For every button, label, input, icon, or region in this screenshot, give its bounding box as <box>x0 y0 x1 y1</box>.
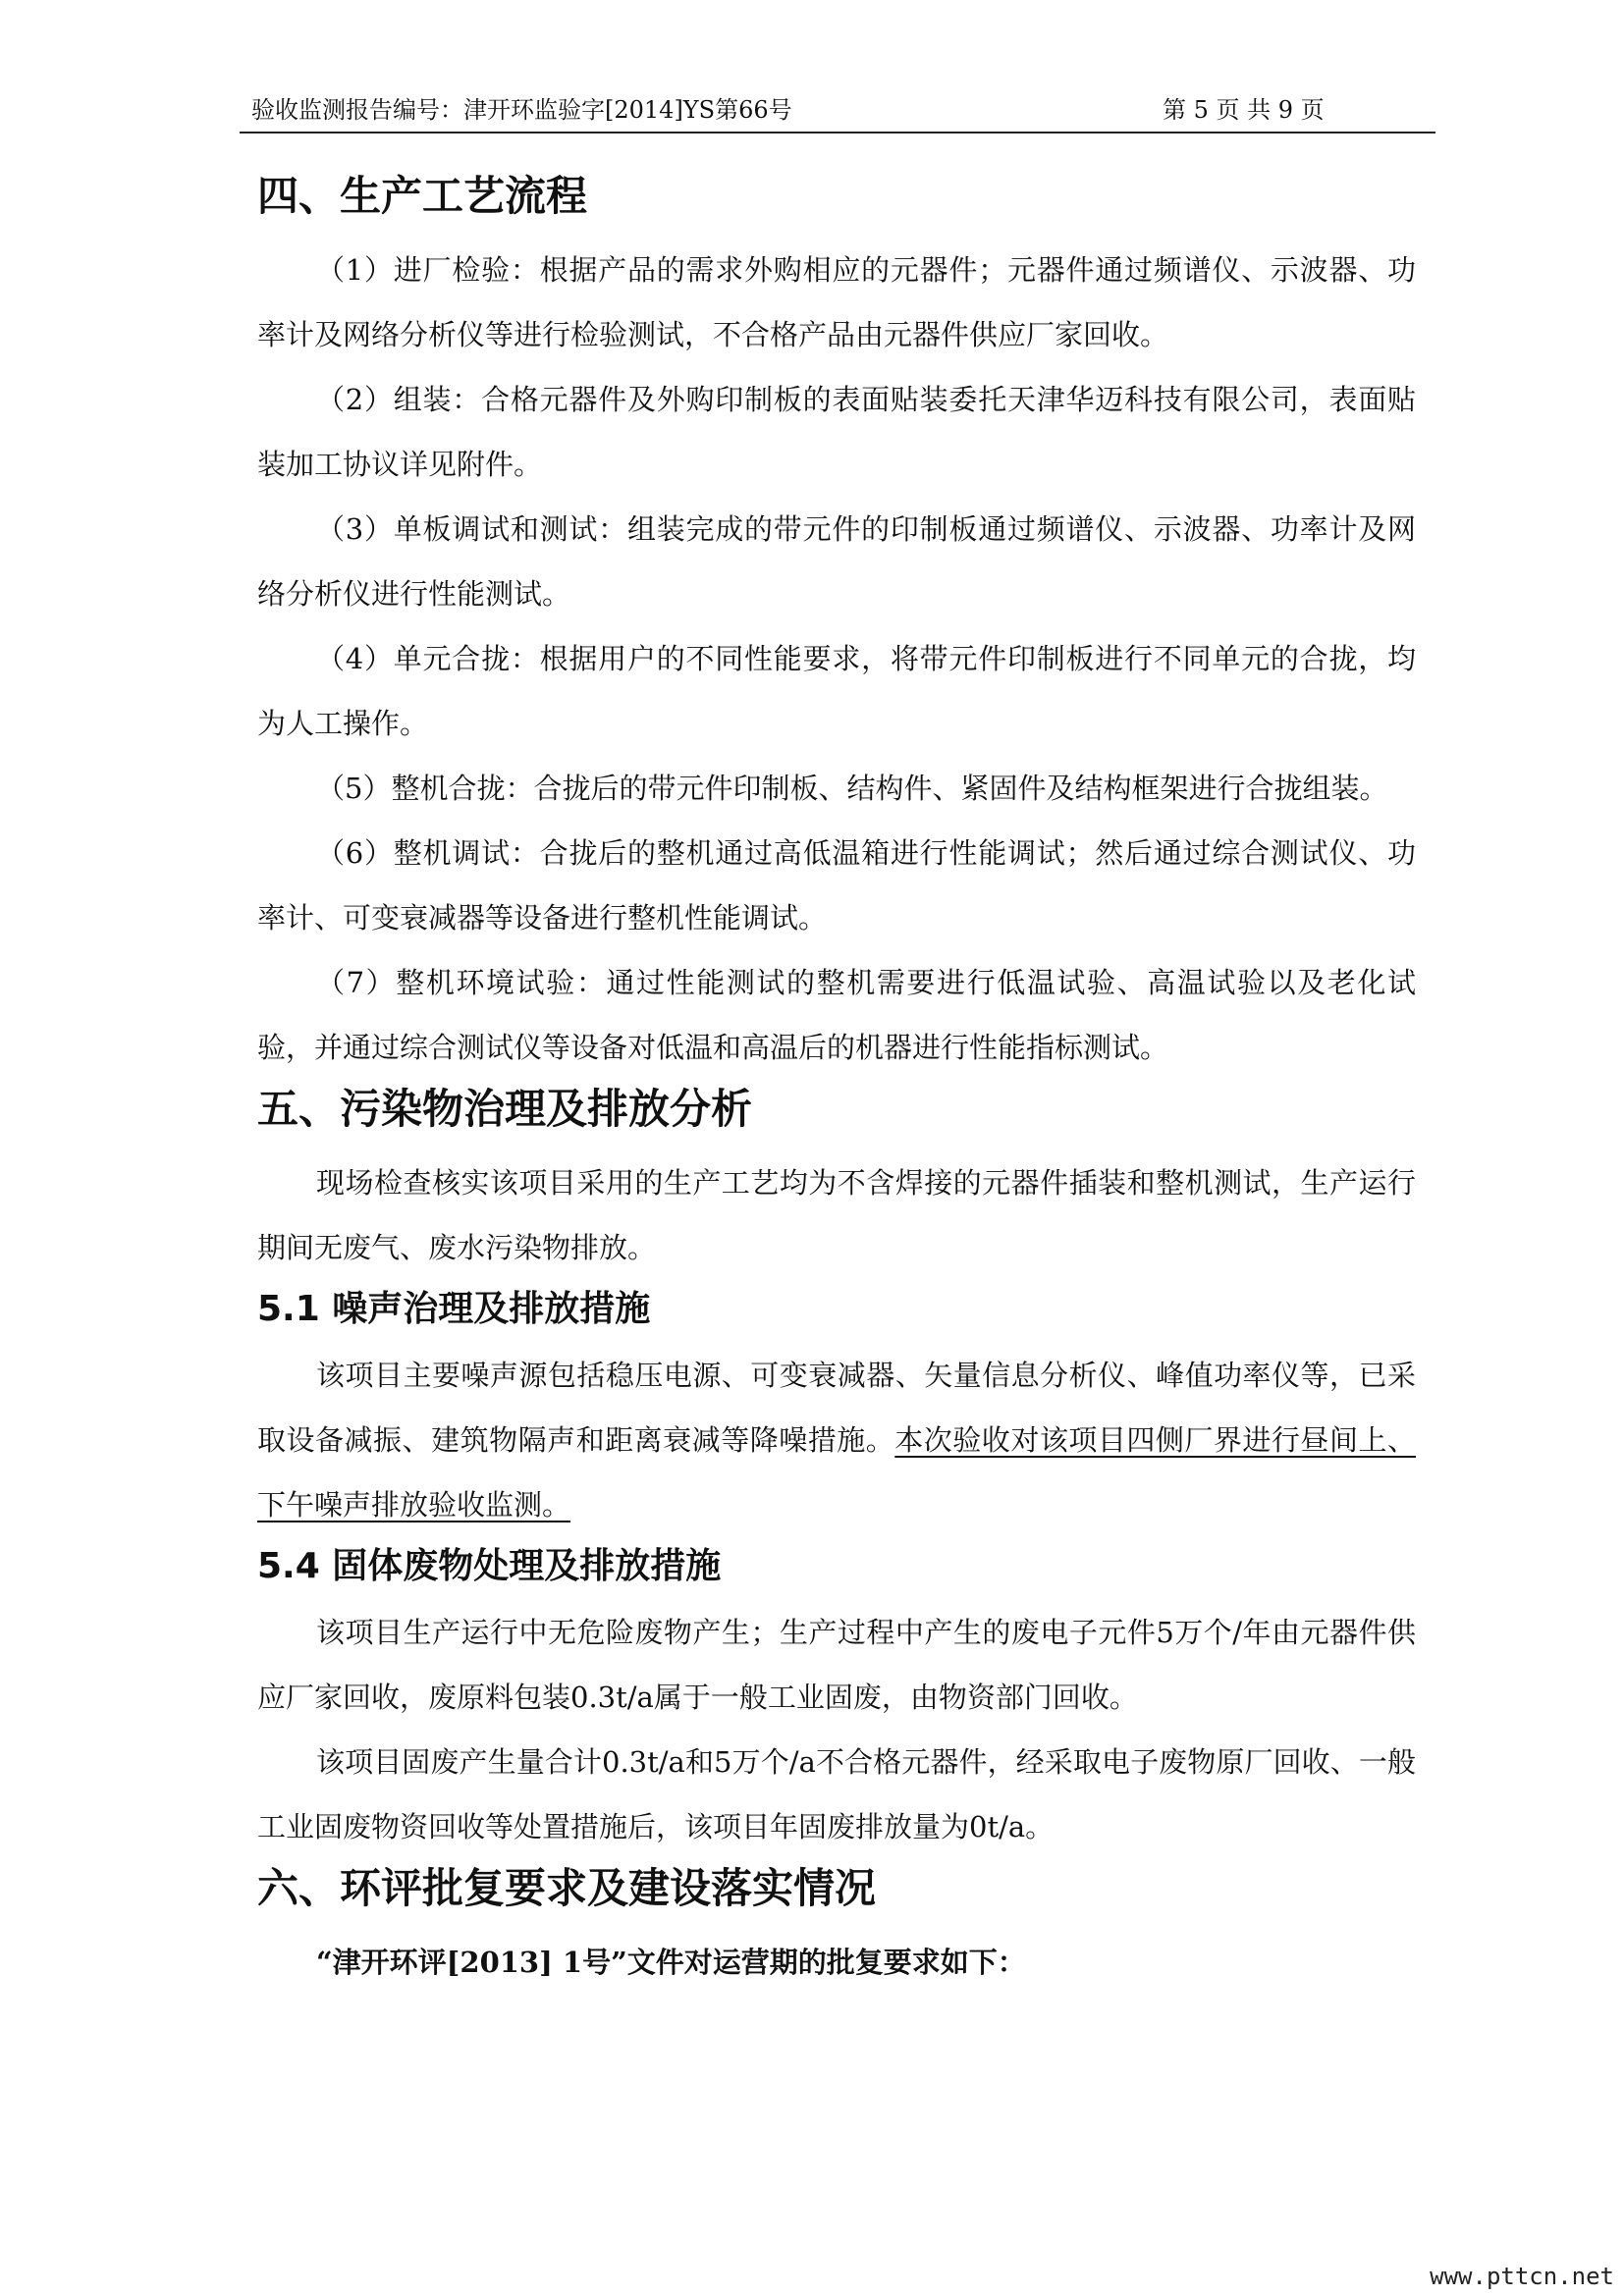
s4-para-4: （4）单元合拢：根据用户的不同性能要求，将带元件印制板进行不同单元的合拢，均为人工操作。 <box>257 642 1416 740</box>
s51-para <box>257 1343 1416 1537</box>
s4-para-1: （1）进厂检验：根据产品的需求外购相应的元器件；元器件通过频谱仪、示波器、功率计及网络分析仪等进行检验测试，不合格产品由元器件供应厂家回收。 <box>257 253 1416 351</box>
section-5-title: 五、污染物治理及排放分析 <box>257 1085 753 1133</box>
s4-para-7: （7）整机环境试验：通过性能测试的整机需要进行低温试验、高温试验以及老化试验，并通过综合测试仪等设备对低温和高温后的机器进行性能指标测试。 <box>257 966 1416 1064</box>
s51-underlined-text: 本次验收对该项目四侧厂界进行昼间上、下午噪声排放验收监测。 <box>257 1423 1416 1522</box>
report-number: 验收监测报告编号：津开环监验字[2014]YS第66号 <box>251 96 792 124</box>
site-watermark: www.pttcn.net <box>1430 2263 1614 2290</box>
section-5-1-title: 5.1 噪声治理及排放措施 <box>257 1289 651 1329</box>
s4-para-3: （3）单板调试和测试：组装完成的带元件的印制板通过频谱仪、示波器、功率计及网络分析仪进行性能测试。 <box>257 512 1416 611</box>
page-number: 第 5 页 共 9 页 <box>1163 96 1325 124</box>
s4-para-2: （2）组装：合格元器件及外购印制板的表面贴装委托天津华迈科技有限公司，表面贴装加工协议详见附件。 <box>257 383 1416 481</box>
s51-text: 该项目主要噪声源包括稳压电源、可变衰减器、矢量信息分析仪、峰值功率仪等，已采取设备减振、建筑物隔声和距离衰减等降噪措施。 <box>257 1359 1416 1457</box>
s6-bold-line: “津开环评[2013] 1号”文件对运营期的批复要求如下： <box>316 1946 1026 1979</box>
section-5-4-title: 5.4 固体废物处理及排放措施 <box>257 1546 722 1586</box>
page-content <box>257 167 1416 1995</box>
s4-para-5: （5）整机合拢：合拢后的带元件印制板、结构件、紧固件及结构框架进行合拢组装。 <box>316 772 1388 805</box>
s54-para-1: 该项目生产运行中无危险废物产生；生产过程中产生的废电子元件5万个/年由元器件供应厂家回收，废原料包装0.3t/a属于一般工业固废，由物资部门回收。 <box>257 1616 1416 1714</box>
section-4-title: 四、生产工艺流程 <box>257 172 588 220</box>
s4-para-6: （6）整机调试：合拢后的整机通过高低温箱进行性能调试；然后通过综合测试仪、功率计、可变衰减器等设备进行整机性能调试。 <box>257 836 1416 934</box>
section-6-title: 六、环评批复要求及建设落实情况 <box>257 1864 877 1912</box>
s5-para: 现场检查核实该项目采用的生产工艺均为不含焊接的元器件插装和整机测试，生产运行期间无废气、废水污染物排放。 <box>257 1166 1416 1264</box>
page-header <box>240 88 1435 133</box>
s54-para-2: 该项目固废产生量合计0.3t/a和5万个/a不合格元器件，经采取电子废物原厂回收、一般工业固废物资回收等处置措施后，该项目年固废排放量为0t/a。 <box>257 1745 1416 1843</box>
